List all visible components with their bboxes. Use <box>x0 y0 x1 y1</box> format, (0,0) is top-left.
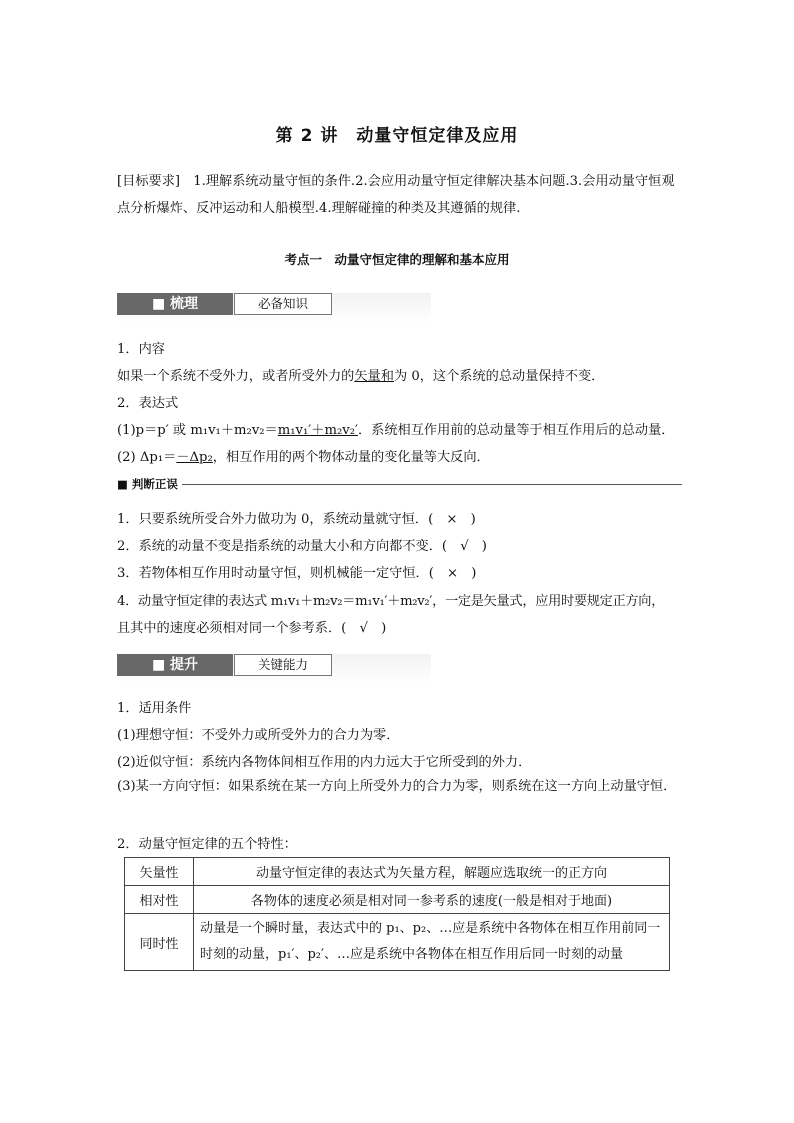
banner-tag: ■ 提升 <box>117 654 233 676</box>
content-text: 如果一个系统不受外力，或者所受外力的矢量和为 0，这个系统的总动量保持不变． <box>117 369 605 384</box>
expression-1: (1)p＝p′ 或 m₁v₁＋m₂v₂＝m₁v₁′＋m₂v₂′．系统相互作用前的总动量等于相互作用后的总动量． <box>117 423 675 438</box>
lesson-title: 第 2 讲 动量守恒定律及应用 <box>275 126 519 146</box>
banner-box-label: 关键能力 <box>234 654 332 676</box>
ability-item: (3)某一方向守恒：如果系统在某一方向上所受外力的合力为零，则系统在这一方向上动量守恒． <box>117 779 677 794</box>
judge-item: 3．若物体相互作用时动量守恒，则机械能一定守恒．( × ) <box>117 566 477 581</box>
judge-header <box>117 476 682 492</box>
ability-item: (2)近似守恒：系统内各物体间相互作用的内力远大于它所受到的外力． <box>117 755 532 770</box>
underlined-term: 矢量和 <box>354 369 394 384</box>
judge-item: 2．系统的动量不变是指系统的动量大小和方向都不变．( √ ) <box>117 539 487 554</box>
table-key: 同时性 <box>125 914 194 971</box>
properties-table <box>124 857 670 971</box>
ability-heading: 2．动量守恒定律的五个特性： <box>117 837 297 852</box>
learning-goals <box>117 168 679 222</box>
table-value: 各物体的速度必须是相对同一参考系的速度(一般是相对于地面) <box>194 886 670 914</box>
section-title: 考点一 动量守恒定律的理解和基本应用 <box>284 252 510 267</box>
expression-heading: 2．表达式 <box>117 396 179 411</box>
underlined-formula: m₁v₁′＋m₂v₂′ <box>277 423 358 438</box>
judge-rule <box>117 484 682 485</box>
ability-item: (1)理想守恒：不受外力或所受外力的合力为零． <box>117 728 400 743</box>
content-heading: 1．内容 <box>117 342 165 357</box>
judge-item: 4．动量守恒定律的表达式 m₁v₁＋m₂v₂＝m₁v₁′＋m₂v₂′，一定是矢量式，应用时要规定正方向， <box>117 594 665 609</box>
underlined-formula: －Δp₂ <box>176 450 213 465</box>
table-value: 动量守恒定律的表达式为矢量方程，解题应选取统一的正方向 <box>194 858 670 886</box>
table-row <box>125 858 670 886</box>
banner-ability <box>117 654 431 684</box>
ability-heading: 1．适用条件 <box>117 701 192 716</box>
goals-label: [目标要求] <box>117 174 181 189</box>
goals-text: 1.理解系统动量守恒的条件.2.会应用动量守恒定律解决基本问题.3.会用动量守恒观点分析爆炸、反冲运动和人船模型.4.理解碰撞的种类及其遵循的规律. <box>117 174 675 216</box>
table-key: 相对性 <box>125 886 194 914</box>
table-key: 矢量性 <box>125 858 194 886</box>
table-row <box>125 886 670 914</box>
banner-basics <box>117 293 431 323</box>
judge-item-cont: 且其中的速度必须相对同一个参考系．( √ ) <box>117 621 387 636</box>
banner-box-label: 必备知识 <box>234 293 332 315</box>
banner-tag: ■ 梳理 <box>117 293 233 315</box>
expression-2: (2) Δp₁＝－Δp₂，相互作用的两个物体动量的变化量等大反向． <box>117 450 490 465</box>
judge-item: 1．只要系统所受合外力做功为 0，系统动量就守恒．( × ) <box>117 512 476 527</box>
judge-label: ■ 判断正误 <box>117 476 182 492</box>
table-value: 动量是一个瞬时量，表达式中的 p₁、p₂、…应是系统中各物体在相互作用前同一时刻的动量，p₁′、p₂′、…应是系统中各物体在相互作用后同一时刻的动量 <box>194 914 670 971</box>
table-row <box>125 914 670 971</box>
